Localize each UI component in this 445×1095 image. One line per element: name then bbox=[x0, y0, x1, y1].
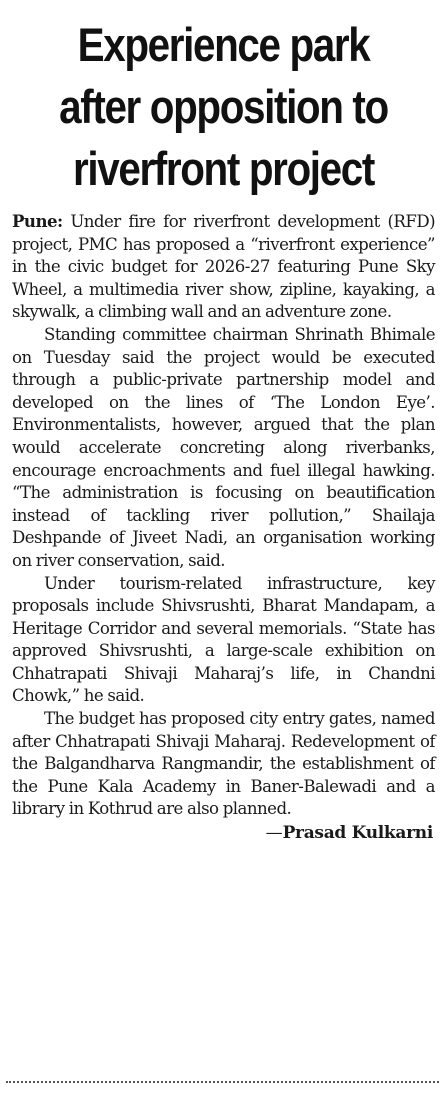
dateline: Pune: bbox=[12, 211, 63, 231]
paragraph-2: Standing committee chairman Shrinath Bhimale on Tuesday said the project would be executed through a public-private partnership model and developed on the lines of ‘The London Eye’. Environmentalists, however, argued that the plan would accelerate concreting along riverbanks, encourage encroachments and fuel illegal hawking. “The administration is focusing on beautification instead of tackling river pollution,” Shailaja Deshpande of Jiveet Nadi, an organisation working on river conservation, said. bbox=[12, 324, 435, 570]
paragraph-4: The budget has proposed city entry gates, named after Chhatrapati Shivaji Maharaj. Redevelopment of the Balgandharva Rangmandir, the establishment of the Pune Kala Academy in Baner-Balewadi and a library in Kothrud are also planned. bbox=[12, 709, 435, 819]
headline bbox=[42, 14, 406, 200]
article-body bbox=[12, 210, 435, 821]
paragraph-1-text: Under fire for riverfront development (RFD) project, PMC has proposed a “riverfront experience” in the civic budget for 2026-27 featuring Pune Sky Wheel, a multimedia river show, zipline, kayaking, a skywalk, a climbing wall and an adventure zone. bbox=[12, 212, 435, 322]
byline-author: Prasad Kulkarni bbox=[282, 823, 433, 844]
headline-line-1: Experience park bbox=[77, 18, 370, 71]
byline-dash: — bbox=[265, 823, 283, 844]
paragraph-1 bbox=[12, 210, 435, 324]
headline-line-3: riverfront project bbox=[73, 142, 374, 195]
byline bbox=[12, 821, 435, 845]
headline-line-2: after opposition to bbox=[59, 80, 388, 133]
dotted-divider bbox=[6, 1081, 439, 1083]
paragraph-3: Under tourism-related infrastructure, key proposals include Shivsrushti, Bharat Mandapam, a Heritage Corridor and several memorials. “State has approved Shivsrushti, a large-scale exhibition on Chhatrapati Shivaji Maharaj’s life, in Chandni Chowk,” he said. bbox=[12, 573, 435, 706]
